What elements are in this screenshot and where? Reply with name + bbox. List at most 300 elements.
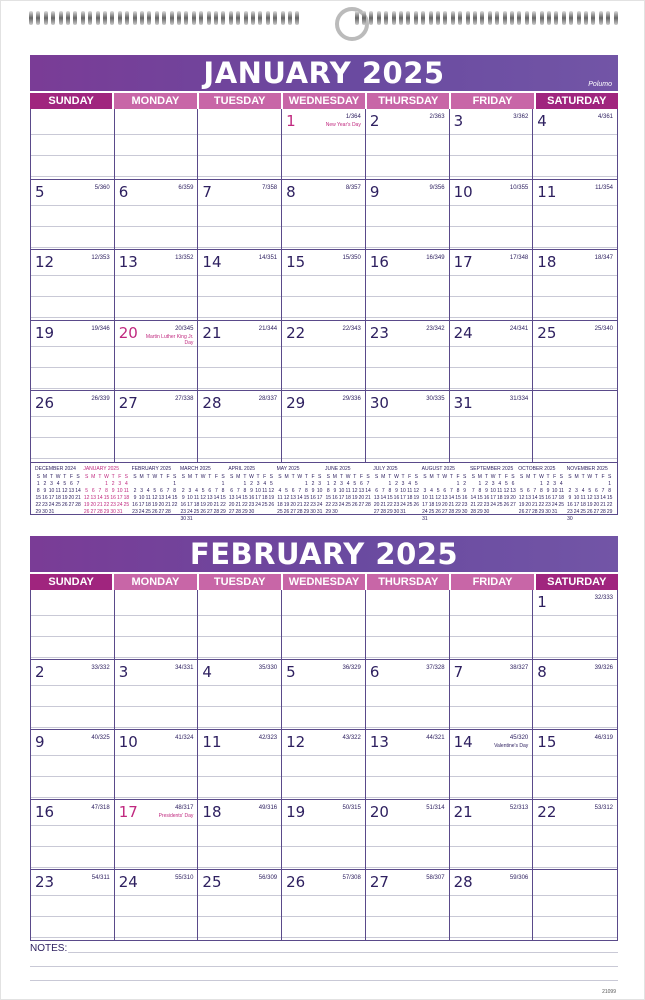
spiral-coil <box>414 11 418 25</box>
day-of-year: 38/327 <box>509 665 529 671</box>
mini-month-grid <box>35 474 81 515</box>
mini-day: 27 <box>358 501 365 508</box>
day-of-year: 15/350 <box>342 255 361 261</box>
mini-day: 7 <box>601 487 605 494</box>
day-number: 22 <box>286 323 306 342</box>
mini-day: 20 <box>510 494 516 501</box>
spiral-coil <box>59 11 63 25</box>
mini-day: 11 <box>558 487 564 494</box>
day-cell[interactable] <box>366 870 450 940</box>
day-number: 26 <box>286 873 306 891</box>
day-cell[interactable] <box>450 391 534 462</box>
mini-blank <box>586 481 593 487</box>
mini-day: 12 <box>351 487 358 494</box>
mini-day: 23 <box>180 508 187 515</box>
day-number: 18 <box>537 253 557 271</box>
mini-blank <box>567 481 574 487</box>
day-cell[interactable] <box>282 180 366 251</box>
mini-weekday: M <box>574 473 579 480</box>
day-of-year: 7/358 <box>262 184 278 191</box>
mini-day: 9 <box>43 487 47 494</box>
day-number: 16 <box>369 253 389 271</box>
mini-day: 23 <box>545 501 551 508</box>
mini-day: 7 <box>98 487 102 494</box>
mini-day: 7 <box>471 487 475 494</box>
mini-day: 17 <box>316 494 323 501</box>
day-of-year: 34/331 <box>175 665 194 671</box>
spiral-coil <box>125 11 129 25</box>
day-cell[interactable] <box>450 321 534 392</box>
day-cell[interactable] <box>31 800 115 870</box>
mini-day: 9 <box>133 494 137 501</box>
mini-day: 30 <box>110 508 116 515</box>
day-of-year: 2/363 <box>429 114 445 120</box>
mini-day: 12 <box>61 487 68 494</box>
day-cell[interactable] <box>198 800 282 870</box>
mini-day: 14 <box>213 494 220 501</box>
mini-day: 7 <box>166 487 170 494</box>
day-number: 21 <box>453 803 473 821</box>
day-of-year: 47/318 <box>91 805 110 811</box>
day-number: 16 <box>35 803 55 821</box>
mini-day: 17 <box>573 501 580 508</box>
mini-day: 6 <box>526 487 530 494</box>
mini-day: 18 <box>55 494 61 501</box>
mini-month-grid <box>422 474 468 522</box>
mini-day: 28 <box>600 508 606 515</box>
day-cell[interactable] <box>533 321 617 392</box>
mini-day: 20 <box>206 501 213 508</box>
mini-weekday: S <box>36 473 40 480</box>
day-cell[interactable] <box>115 109 199 180</box>
mini-day: 29 <box>35 508 42 515</box>
spiral-coil <box>273 11 277 25</box>
day-cell[interactable] <box>282 730 366 800</box>
mini-day: 23 <box>332 501 338 508</box>
day-cell[interactable] <box>282 321 366 392</box>
mini-day: 27 <box>510 501 516 508</box>
day-cell[interactable] <box>533 180 617 251</box>
mini-day: 1 <box>173 480 177 487</box>
mini-day: 23 <box>567 508 573 515</box>
day-number: 20 <box>369 803 389 821</box>
mini-day: 30 <box>332 508 338 515</box>
mini-day: 20 <box>593 501 600 508</box>
day-cell[interactable] <box>115 250 199 321</box>
mini-weekday: S <box>559 473 563 480</box>
day-cell[interactable] <box>115 391 199 462</box>
mini-day: 19 <box>152 501 158 508</box>
day-cell[interactable] <box>366 321 450 392</box>
mini-weekday: M <box>284 473 289 480</box>
mini-day: 2 <box>485 480 488 487</box>
mini-day: 3 <box>318 480 322 487</box>
day-number: 28 <box>202 394 222 412</box>
notes-line <box>30 980 618 981</box>
day-cell[interactable] <box>450 590 534 660</box>
mini-month <box>517 466 565 514</box>
mini-day: 2 <box>133 487 137 494</box>
day-cell[interactable] <box>115 180 199 251</box>
day-cell[interactable] <box>366 660 450 730</box>
day-cell[interactable] <box>198 391 282 462</box>
month-february <box>30 536 618 941</box>
spiral-coil <box>251 11 255 25</box>
mini-day: 27 <box>442 508 448 515</box>
day-of-year: 51/314 <box>426 805 445 811</box>
mini-day: 6 <box>91 487 95 494</box>
mini-day: 14 <box>600 494 606 501</box>
weekday-header-row <box>30 93 618 109</box>
day-number: 13 <box>118 253 138 271</box>
day-cell[interactable] <box>115 590 199 660</box>
mini-day: 20 <box>228 501 235 508</box>
day-cell[interactable] <box>282 590 366 660</box>
day-cell[interactable] <box>450 109 534 180</box>
day-cell[interactable] <box>198 660 282 730</box>
mini-day: 31 <box>316 508 323 515</box>
mini-day: 28 <box>365 501 371 508</box>
mini-weekday: F <box>359 473 363 480</box>
day-of-year: 9/356 <box>429 184 445 191</box>
day-cell[interactable] <box>198 109 282 180</box>
day-cell[interactable] <box>282 660 366 730</box>
mini-month-grid <box>83 474 129 515</box>
mini-weekday: F <box>166 473 170 480</box>
mini-day: 20 <box>290 501 296 508</box>
mini-day: 10 <box>573 494 580 501</box>
day-cell[interactable] <box>31 321 115 392</box>
mini-day: 17 <box>400 494 406 501</box>
day-cell[interactable] <box>282 800 366 870</box>
day-cell[interactable] <box>450 730 534 800</box>
mini-day: 4 <box>498 480 502 487</box>
mini-weekday: T <box>98 473 102 480</box>
mini-day: 7 <box>533 487 537 494</box>
day-grid <box>30 109 618 463</box>
mini-day: 23 <box>483 501 490 508</box>
day-cell[interactable] <box>450 250 534 321</box>
mini-blank <box>580 481 587 487</box>
weekday-header: FRIDAY <box>451 93 533 109</box>
mini-day: 5 <box>414 480 418 487</box>
notes-area[interactable] <box>30 939 618 995</box>
mini-weekday: T <box>533 473 537 480</box>
spiral-coil <box>532 11 536 25</box>
day-cell[interactable] <box>533 590 617 660</box>
day-cell[interactable] <box>366 109 450 180</box>
mini-blank <box>422 481 429 487</box>
day-cell[interactable] <box>31 660 115 730</box>
mini-day: 3 <box>423 487 427 494</box>
mini-day: 4 <box>430 487 433 494</box>
mini-day: 25 <box>558 501 565 508</box>
day-number: 7 <box>453 663 464 681</box>
mini-day: 17 <box>422 501 428 508</box>
day-cell[interactable] <box>533 800 617 870</box>
mini-day: 17 <box>116 494 123 501</box>
spiral-coil <box>599 11 603 25</box>
day-cell[interactable] <box>533 250 617 321</box>
mini-day: 16 <box>42 494 48 501</box>
day-cell[interactable] <box>533 660 617 730</box>
day-cell[interactable] <box>198 590 282 660</box>
mini-day: 17 <box>338 494 345 501</box>
mini-weekday: F <box>504 473 508 480</box>
mini-day: 21 <box>75 494 81 501</box>
mini-day: 30 <box>310 508 316 515</box>
mini-day: 19 <box>61 494 68 501</box>
mini-weekday: T <box>304 473 308 480</box>
day-cell[interactable] <box>450 800 534 870</box>
day-number: 28 <box>453 873 473 891</box>
day-cell[interactable] <box>366 391 450 462</box>
day-cell[interactable] <box>198 870 282 940</box>
day-cell[interactable] <box>282 870 366 940</box>
mini-month-title: JANUARY 2025 <box>83 465 119 472</box>
day-cell[interactable] <box>533 870 617 940</box>
mini-day: 3 <box>340 480 343 487</box>
day-cell[interactable] <box>31 870 115 940</box>
mini-day: 7 <box>298 487 302 494</box>
mini-blank <box>187 481 194 487</box>
mini-day: 14 <box>470 494 477 501</box>
spiral-coil <box>562 11 566 25</box>
spiral-coil <box>495 11 499 25</box>
spiral-coil <box>466 11 470 25</box>
day-number: 9 <box>35 733 45 751</box>
mini-day: 22 <box>455 501 461 508</box>
spiral-coil <box>170 11 174 25</box>
day-cell[interactable] <box>198 250 282 321</box>
day-cell[interactable] <box>198 730 282 800</box>
mini-blank <box>593 481 600 487</box>
day-of-year: 5/360 <box>94 184 110 191</box>
day-cell[interactable] <box>366 730 450 800</box>
mini-day: 21 <box>297 501 303 508</box>
mini-day: 24 <box>338 501 345 508</box>
mini-weekday: T <box>484 473 489 480</box>
mini-day: 2 <box>43 480 47 487</box>
mini-day: 15 <box>325 494 332 501</box>
mini-day: 17 <box>48 494 55 501</box>
mini-day: 25 <box>261 501 268 508</box>
day-cell[interactable] <box>31 109 115 180</box>
day-cell[interactable] <box>533 109 617 180</box>
day-cell[interactable] <box>115 660 199 730</box>
mini-day: 2 <box>395 480 398 487</box>
mini-day: 28 <box>470 508 477 515</box>
spiral-coil <box>569 11 573 25</box>
mini-weekday: W <box>490 473 496 480</box>
mini-month-grid <box>180 474 226 522</box>
day-cell[interactable] <box>31 590 115 660</box>
mini-day: 7 <box>214 487 218 494</box>
day-of-year: 14/351 <box>258 255 278 261</box>
mini-day: 4 <box>346 480 350 487</box>
day-cell[interactable] <box>31 180 115 251</box>
day-number: 20 <box>118 323 138 342</box>
mini-day: 26 <box>435 508 441 515</box>
mini-day: 23 <box>42 501 48 508</box>
mini-day: 11 <box>193 494 200 501</box>
mini-day: 15 <box>606 494 613 501</box>
day-of-year: 10/355 <box>509 184 529 191</box>
mini-day: 5 <box>504 480 508 487</box>
notes-label: NOTES: <box>30 943 68 954</box>
day-cell[interactable] <box>282 391 366 462</box>
mini-day: 10 <box>400 487 406 494</box>
spiral-coil <box>451 11 455 25</box>
mini-day: 10 <box>255 487 261 494</box>
mini-blank <box>428 481 435 487</box>
mini-day: 25 <box>580 508 586 515</box>
mini-month-grid <box>518 474 564 515</box>
day-cell[interactable] <box>198 321 282 392</box>
mini-day: 23 <box>393 501 400 508</box>
mini-day: 25 <box>277 508 283 515</box>
mini-day: 7 <box>381 487 385 494</box>
mini-day: 4 <box>263 480 267 487</box>
mini-weekday: S <box>84 473 89 480</box>
mini-day: 5 <box>201 487 205 494</box>
mini-day: 20 <box>68 494 75 501</box>
spiral-coil <box>392 11 396 25</box>
day-cell[interactable] <box>450 180 534 251</box>
day-cell[interactable] <box>115 321 199 392</box>
mini-weekday: S <box>326 473 330 480</box>
holiday-label: Valentine's Day <box>494 743 529 749</box>
mini-weekday: S <box>471 473 475 480</box>
mini-day: 10 <box>338 487 345 494</box>
day-cell[interactable] <box>366 590 450 660</box>
mini-day: 7 <box>366 480 370 487</box>
day-cell[interactable] <box>366 250 450 321</box>
mini-month-title: JULY 2025 <box>373 465 398 472</box>
day-cell[interactable] <box>450 660 534 730</box>
day-cell[interactable] <box>198 180 282 251</box>
day-cell[interactable] <box>533 730 617 800</box>
spiral-coil <box>577 11 581 25</box>
day-number: 24 <box>453 323 473 342</box>
day-of-year: 31/334 <box>509 396 529 402</box>
mini-day: 5 <box>436 487 440 494</box>
day-cell[interactable] <box>31 250 115 321</box>
mini-day: 17 <box>255 494 261 501</box>
day-of-year: 25/340 <box>594 325 613 332</box>
day-number: 14 <box>202 253 222 271</box>
mini-day: 5 <box>285 487 288 494</box>
mini-day: 13 <box>206 494 213 501</box>
day-number: 7 <box>202 182 212 201</box>
mini-weekday: W <box>539 473 544 480</box>
day-cell[interactable] <box>282 250 366 321</box>
mini-weekday: S <box>269 473 273 480</box>
spiral-coil <box>547 11 551 25</box>
mini-day: 24 <box>573 508 580 515</box>
mini-weekday: S <box>511 473 515 480</box>
mini-weekday: M <box>42 473 47 480</box>
mini-blank <box>97 481 104 487</box>
day-of-year: 36/329 <box>342 665 361 671</box>
spiral-coil <box>66 11 70 25</box>
day-number: 27 <box>118 394 138 412</box>
mini-day: 29 <box>538 508 545 515</box>
mini-day: 1 <box>608 480 612 487</box>
mini-month-grid <box>228 474 274 515</box>
mini-blank <box>132 481 139 487</box>
mini-day: 16 <box>180 501 187 508</box>
spiral-coil <box>473 11 477 25</box>
day-cell[interactable] <box>450 870 534 940</box>
mini-day: 15 <box>35 494 42 501</box>
day-cell[interactable] <box>115 870 199 940</box>
day-cell[interactable] <box>115 730 199 800</box>
mini-weekday: T <box>111 473 115 480</box>
mini-day: 26 <box>283 508 290 515</box>
day-of-year: 24/341 <box>509 325 529 332</box>
mini-day: 9 <box>311 487 315 494</box>
day-cell[interactable] <box>31 391 115 462</box>
mini-blank <box>180 481 187 487</box>
mini-day: 15 <box>387 494 393 501</box>
mini-month <box>421 465 469 522</box>
mini-day: 28 <box>97 508 103 515</box>
day-number: 26 <box>35 394 55 412</box>
mini-day: 13 <box>510 487 516 494</box>
day-cell[interactable] <box>533 391 617 462</box>
day-cell[interactable] <box>115 800 199 870</box>
holiday-label: Presidents' Day <box>158 813 194 819</box>
mini-day: 28 <box>213 508 220 515</box>
mini-weekday: F <box>69 473 73 480</box>
day-cell[interactable] <box>282 109 366 180</box>
weekday-header: THURSDAY <box>367 93 449 109</box>
mini-weekday: T <box>243 473 247 480</box>
mini-day: 21 <box>213 501 220 508</box>
spiral-coil <box>88 11 92 25</box>
day-cell[interactable] <box>31 730 115 800</box>
weekday-header: SUNDAY <box>30 574 112 590</box>
mini-month <box>276 466 324 514</box>
mini-day: 18 <box>345 494 351 501</box>
mini-blank <box>277 481 284 487</box>
mini-day: 8 <box>388 487 392 494</box>
mini-day: 3 <box>553 480 557 487</box>
day-cell[interactable] <box>366 180 450 251</box>
mini-day: 27 <box>68 501 75 508</box>
spiral-coil <box>584 11 588 25</box>
day-of-year: 23/342 <box>426 325 445 332</box>
spiral-coil <box>244 11 248 25</box>
mini-day: 19 <box>503 494 510 501</box>
mini-day: 3 <box>491 480 495 487</box>
mini-month <box>82 466 130 514</box>
spiral-coil <box>147 11 151 25</box>
mini-day: 14 <box>448 494 455 501</box>
day-number: 4 <box>202 663 212 681</box>
mini-day: 12 <box>152 494 158 501</box>
day-number: 23 <box>35 873 55 891</box>
mini-day: 20 <box>358 494 365 501</box>
mini-day: 16 <box>567 501 573 508</box>
day-cell[interactable] <box>366 800 450 870</box>
mini-day: 30 <box>42 508 48 515</box>
spiral-coil <box>199 11 203 25</box>
weekday-header-row <box>30 574 618 590</box>
mini-day: 14 <box>380 494 386 501</box>
mini-day: 23 <box>110 501 116 508</box>
